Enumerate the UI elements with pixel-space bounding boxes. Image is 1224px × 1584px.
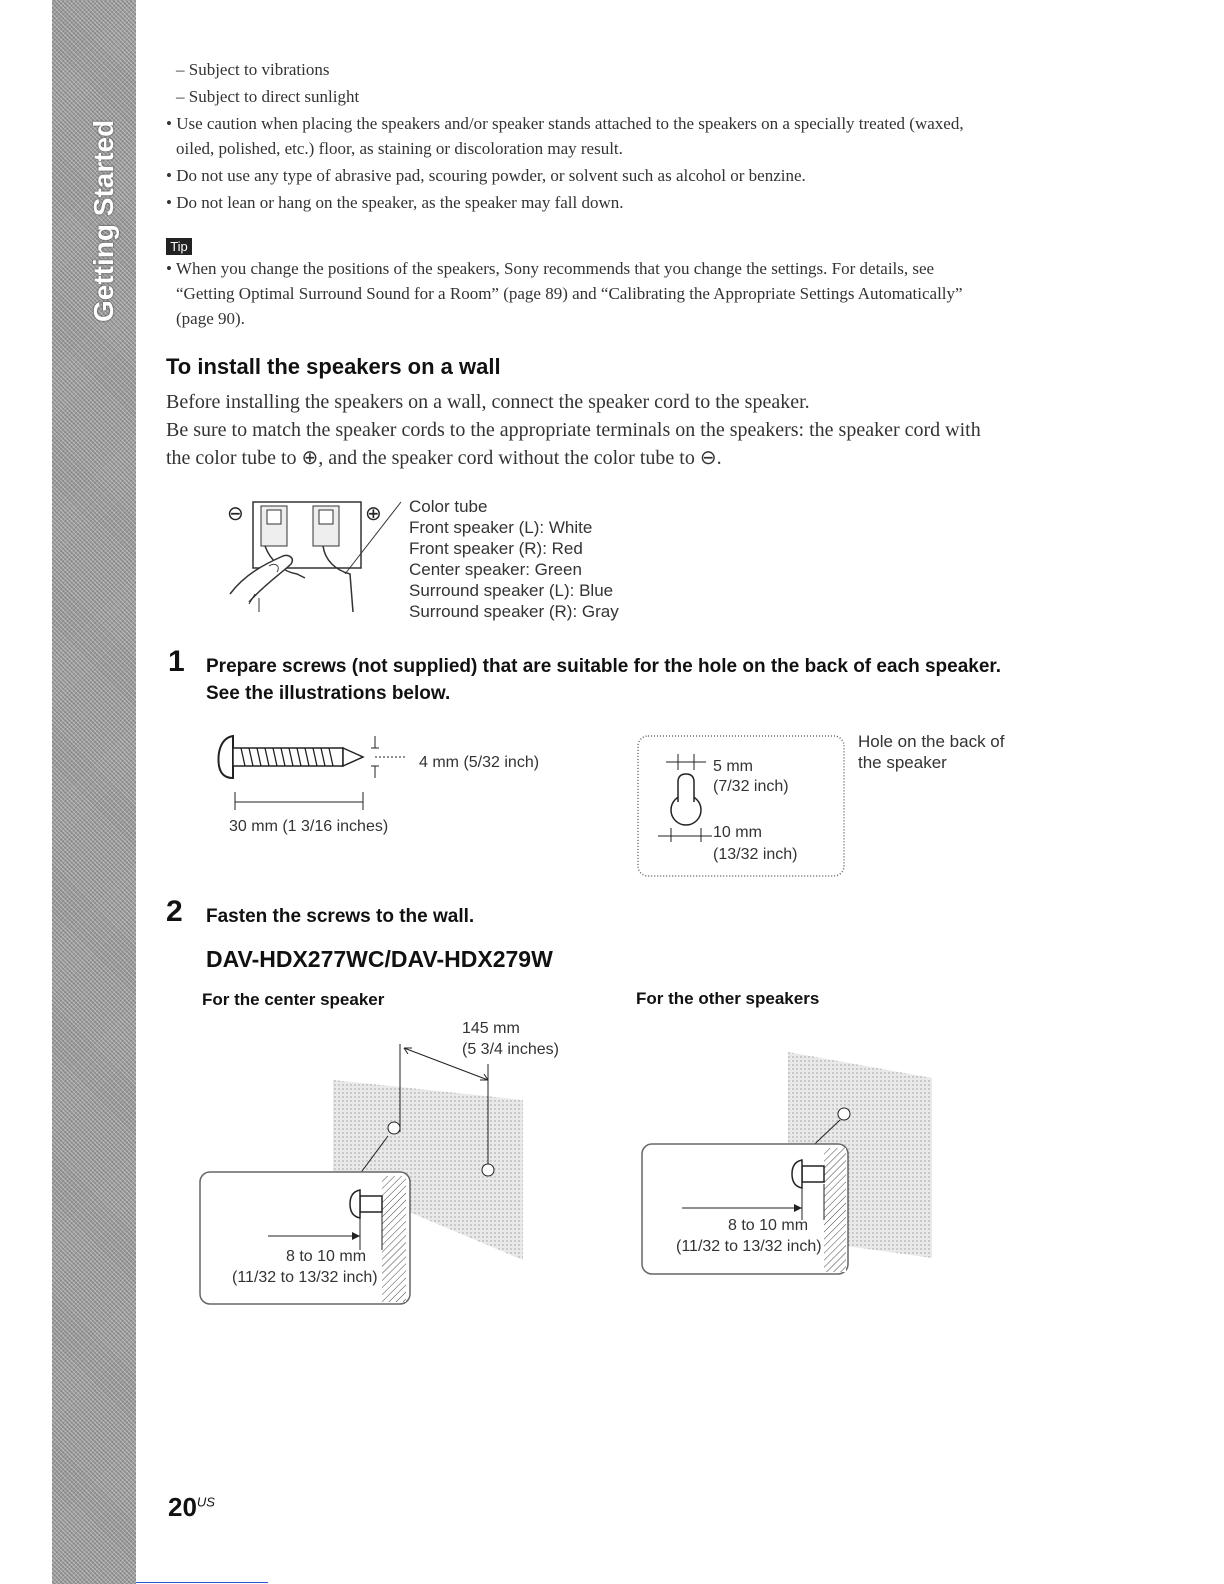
page-number-value: 20	[168, 1492, 197, 1522]
screw-diameter-label: 4 mm (5/32 inch)	[419, 754, 540, 771]
hole-width-label: 5 mm	[713, 758, 753, 775]
para-line: Before installing the speakers on a wall, connect the speaker cord to the speaker.	[166, 391, 810, 413]
hole-depth-label: 10 mm	[713, 824, 762, 841]
legend-item: Center speaker: Green	[409, 560, 582, 579]
bullet-line: • Use caution when placing the speakers and/or speaker stands attached to the speakers on a specially treated (waxed,	[166, 114, 964, 133]
hole-caption-line: the speaker	[858, 753, 947, 772]
screw-length-label: 30 mm (1 3/16 inches)	[229, 818, 389, 835]
bullet-item	[166, 112, 1096, 160]
step-line: Prepare screws (not supplied) that are suitable for the hole on the back of each speaker.	[206, 656, 1002, 677]
tip-line: (page 90).	[176, 309, 245, 328]
center-protrusion-inch-label: (11/32 to 13/32 inch)	[232, 1269, 378, 1286]
tip-icon: Tip	[166, 238, 192, 255]
legend-item: Surround speaker (L): Blue	[409, 581, 614, 600]
legend-item: Surround speaker (R): Gray	[409, 602, 619, 621]
legend-item: Color tube	[409, 497, 488, 516]
tip-line: • When you change the positions of the speakers, Sony recommends that you change the settings. For details, see	[166, 259, 935, 278]
tip-text	[166, 257, 1086, 330]
tip-line: “Getting Optimal Surround Sound for a Room” (page 89) and “Calibrating the Appropriate Settings Automatically”	[176, 284, 963, 303]
terminal-plus: ⊕	[365, 503, 382, 525]
hole-caption-line: Hole on the back of	[858, 732, 1005, 751]
step-1-number: 1	[168, 645, 185, 678]
other-speakers-label: For the other speakers	[636, 989, 820, 1008]
section-label: Getting Started	[88, 119, 119, 322]
para-line: Be sure to match the speaker cords to the appropriate terminals on the speakers: the speaker cord with	[166, 419, 981, 441]
bullet-item: • Do not lean or hang on the speaker, as the speaker may fall down.	[166, 193, 624, 212]
legend-item: Front speaker (L): White	[409, 518, 593, 537]
speaker-terminal-illustration	[225, 494, 415, 612]
hole-caption	[858, 731, 1004, 773]
hole-width-inch-label: (7/32 inch)	[713, 778, 789, 795]
other-protrusion-inch-label: (11/32 to 13/32 inch)	[676, 1238, 822, 1255]
bullet-item: • Do not use any type of abrasive pad, scouring powder, or solvent such as alcohol or benzine.	[166, 166, 806, 185]
page-number	[168, 1492, 215, 1523]
step-2-text: Fasten the screws to the wall.	[206, 906, 475, 927]
install-paragraph	[166, 388, 1086, 472]
bullet-line: oiled, polished, etc.) floor, as staining or discoloration may result.	[176, 139, 623, 158]
terminal-minus: ⊖	[227, 503, 244, 525]
para-line: the color tube to ⊕, and the speaker cord without the color tube to ⊖.	[166, 447, 722, 469]
center-spacing-inch-label: (5 3/4 inches)	[462, 1041, 559, 1058]
center-protrusion-label: 8 to 10 mm	[286, 1248, 367, 1265]
legend-item: Front speaker (R): Red	[409, 539, 583, 558]
dash-item: – Subject to direct sunlight	[176, 87, 360, 106]
color-tube-legend	[409, 496, 619, 622]
step-1-text	[206, 654, 1106, 706]
center-spacing-label: 145 mm	[462, 1020, 520, 1037]
step-line: See the illustrations below.	[206, 683, 451, 704]
precaution-list	[166, 58, 1096, 214]
dash-item: – Subject to vibrations	[176, 60, 330, 79]
page-region: US	[196, 1494, 215, 1510]
model-heading: DAV-HDX277WC/DAV-HDX279W	[206, 946, 553, 972]
bottom-rule	[136, 1582, 268, 1583]
install-heading: To install the speakers on a wall	[166, 354, 501, 379]
step-2-number: 2	[166, 895, 183, 928]
screw-illustration	[205, 730, 405, 820]
center-speaker-label: For the center speaker	[202, 990, 385, 1009]
other-protrusion-label: 8 to 10 mm	[728, 1217, 809, 1234]
hole-depth-inch-label: (13/32 inch)	[713, 846, 798, 863]
